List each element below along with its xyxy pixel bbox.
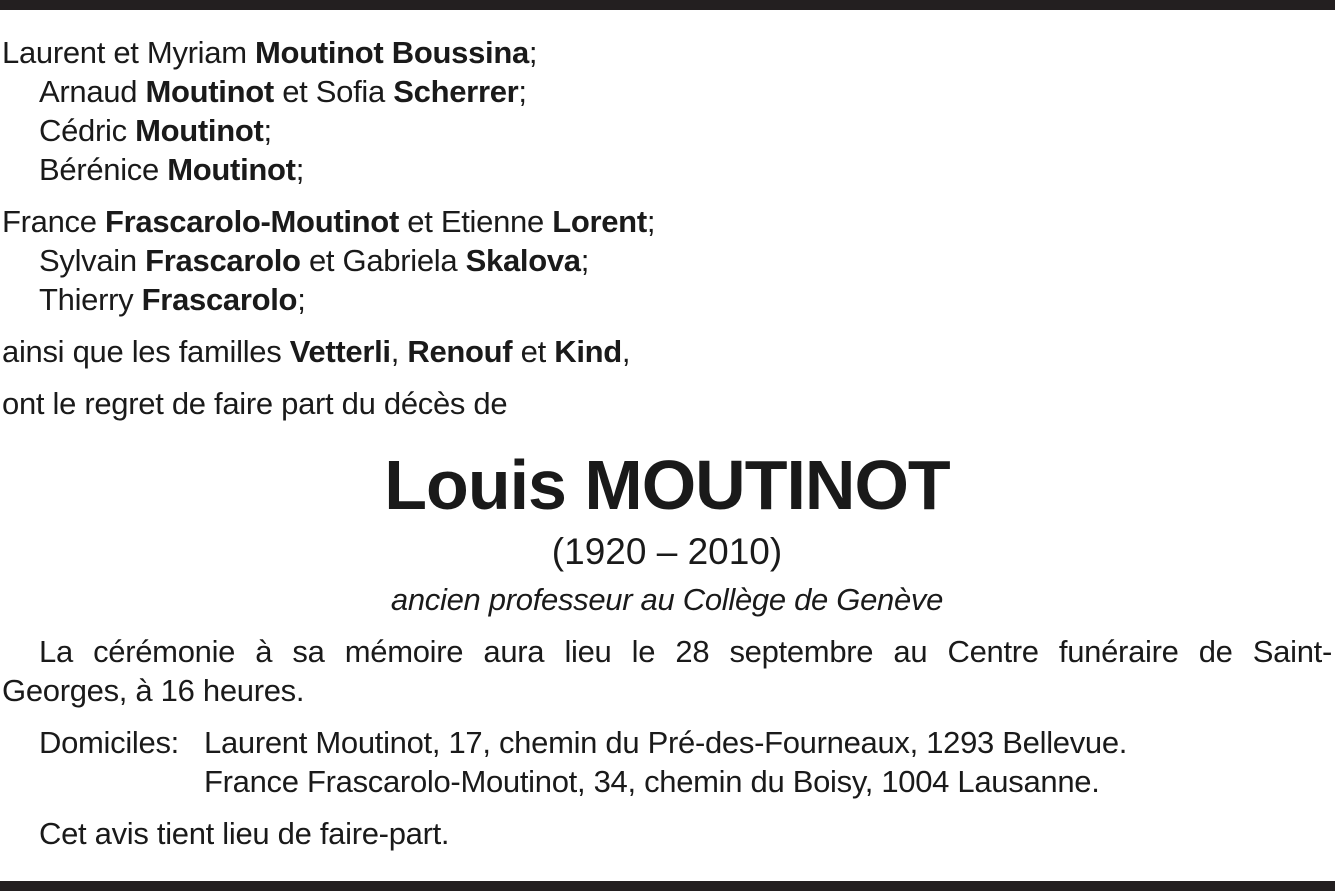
bottom-rule — [0, 881, 1335, 891]
conjunction: et Etienne — [398, 204, 553, 239]
family-line-8 — [2, 332, 1332, 371]
first-names: Laurent et Myriam — [2, 35, 256, 70]
family-line-4 — [2, 150, 1332, 189]
surname: Moutinot Boussina — [255, 35, 529, 70]
punctuation: ; — [295, 152, 305, 187]
surname: Moutinot — [167, 152, 296, 187]
family-line-1 — [2, 33, 1332, 72]
family-name: Renouf — [407, 334, 513, 369]
first-name: Bérénice — [39, 152, 168, 187]
surname: Frascarolo — [141, 282, 298, 317]
surname: Scherrer — [393, 74, 519, 109]
family-line-6 — [2, 241, 1332, 280]
punctuation: ; — [263, 113, 272, 148]
domicile-row-1 — [2, 723, 1332, 762]
family-line-7 — [2, 280, 1332, 319]
surname: Frascarolo-Moutinot — [105, 204, 399, 239]
conjunction: et Sofia — [273, 74, 394, 109]
closing-text: Cet avis tient lieu de faire-part. — [39, 816, 450, 851]
first-name: Arnaud — [39, 74, 146, 109]
deceased-dates: (1920 – 2010) — [551, 531, 783, 572]
surname: Skalova — [465, 243, 581, 278]
top-rule — [0, 0, 1335, 10]
first-name: Cédric — [39, 113, 136, 148]
domiciles-label: Domiciles: — [39, 725, 179, 760]
punctuation: , — [390, 334, 408, 369]
punctuation: ; — [646, 204, 656, 239]
deceased-name: Louis MOUTINOT — [384, 446, 950, 524]
domiciles-spacer — [39, 762, 204, 801]
surname: Frascarolo — [145, 243, 301, 278]
conjunction: et — [512, 334, 555, 369]
deceased-profession: ancien professeur au Collège de Genève — [390, 582, 944, 617]
first-name: Sylvain — [39, 243, 146, 278]
punctuation: ; — [528, 35, 538, 70]
domicile-row-2 — [2, 762, 1332, 801]
punctuation: ; — [580, 243, 590, 278]
punctuation: , — [621, 334, 631, 369]
announcement-text: ont le regret de faire part du décès de — [2, 386, 508, 421]
family-line-5 — [2, 202, 1332, 241]
domicile-address-1: Laurent Moutinot, 17, chemin du Pré-des-Fourneaux, 1293 Bellevue. — [204, 725, 1128, 760]
domicile-address-2: France Frascarolo-Moutinot, 34, chemin du Boisy, 1004 Lausanne. — [204, 764, 1100, 799]
families-intro: ainsi que les familles — [2, 334, 290, 369]
surname: Lorent — [552, 204, 647, 239]
obituary-notice — [2, 33, 1332, 853]
family-name: Vetterli — [289, 334, 391, 369]
conjunction: et Gabriela — [300, 243, 466, 278]
surname: Moutinot — [145, 74, 274, 109]
family-line-2 — [2, 72, 1332, 111]
family-name: Kind — [554, 334, 622, 369]
family-line-3 — [2, 111, 1332, 150]
surname: Moutinot — [135, 113, 264, 148]
first-name: Thierry — [39, 282, 142, 317]
ceremony-line-1: La cérémonie à sa mémoire aura lieu le 28 septembre au Centre funéraire de Saint- — [39, 634, 1332, 669]
punctuation: ; — [518, 74, 527, 109]
first-name: France — [2, 204, 105, 239]
punctuation: ; — [297, 282, 306, 317]
ceremony-line-2: Georges, à 16 heures. — [2, 673, 305, 708]
